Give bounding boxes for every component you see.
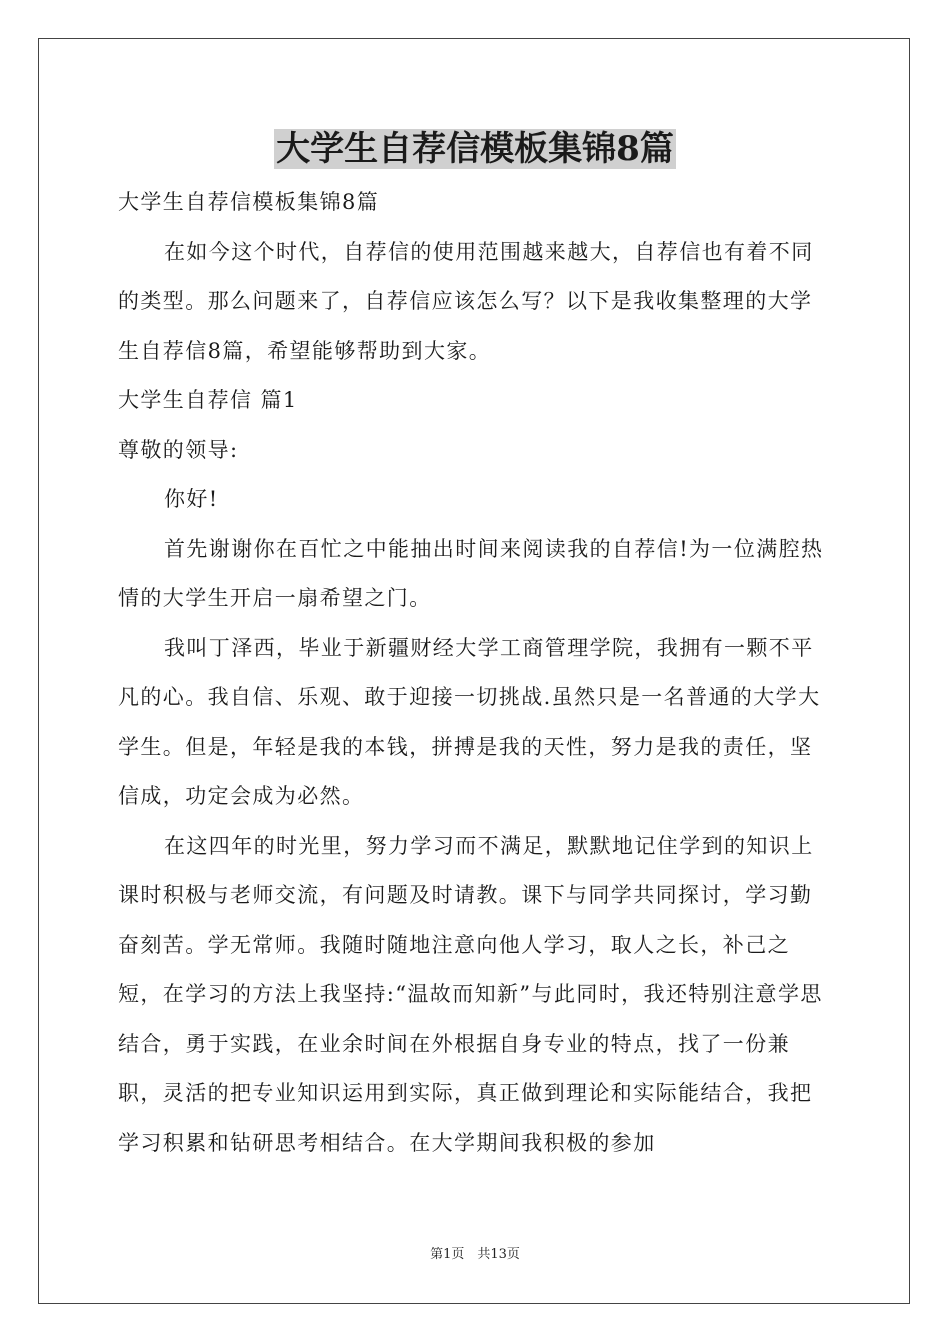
- section-heading: 大学生自荐信 篇1: [118, 388, 298, 412]
- document-title-text: 大学生自荐信模板集锦8篇: [276, 129, 674, 169]
- intro-paragraph: 在如今这个时代，自荐信的使用范围越来越大，自荐信也有着不同的类型。那么问题来了，自荐信应该怎么写？以下是我收集整理的大学生自荐信8篇，希望能够帮助到大家。: [118, 239, 814, 363]
- body-paragraph: 首先谢谢你在百忙之中能抽出时间来阅读我的自荐信!为一位满腔热情的大学生开启一扇希望之门。: [118, 536, 824, 610]
- page-footer: [0, 1246, 950, 1264]
- document-title: [0, 126, 950, 172]
- subtitle-paragraph: 大学生自荐信模板集锦8篇: [118, 190, 380, 214]
- greeting: 你好!: [164, 487, 219, 511]
- body-paragraph: 我叫丁泽西，毕业于新疆财经大学工商管理学院，我拥有一颗不平凡的心。我自信、乐观、敢于迎接一切挑战.虽然只是一名普通的大学大学生。但是，年轻是我的本钱，拼搏是我的天性，努力是我的责任，坚信成，功定会成为必然。: [118, 635, 821, 808]
- document-body: [118, 178, 834, 1168]
- page-number: 第1页 共13页: [430, 1247, 520, 1262]
- salutation: 尊敬的领导:: [118, 437, 239, 462]
- body-paragraph: 在这四年的时光里，努力学习而不满足，默默地记住学到的知识上课时积极与老师交流，有问题及时请教。课下与同学共同探讨，学习勤奋刻苦。学无常师。我随时随地注意向他人学习，取人之长，补己之短，在学习的方法上我坚持:“温故而知新”与此同时，我还特别注意学思结合，勇于实践，在业余时间在外根据自身专业的特点，找了一份兼职，灵活的把专业知识运用到实际，真正做到理论和实际能结合，我把学习积累和钻研思考相结合。在大学期间我积极的参加: [118, 833, 823, 1155]
